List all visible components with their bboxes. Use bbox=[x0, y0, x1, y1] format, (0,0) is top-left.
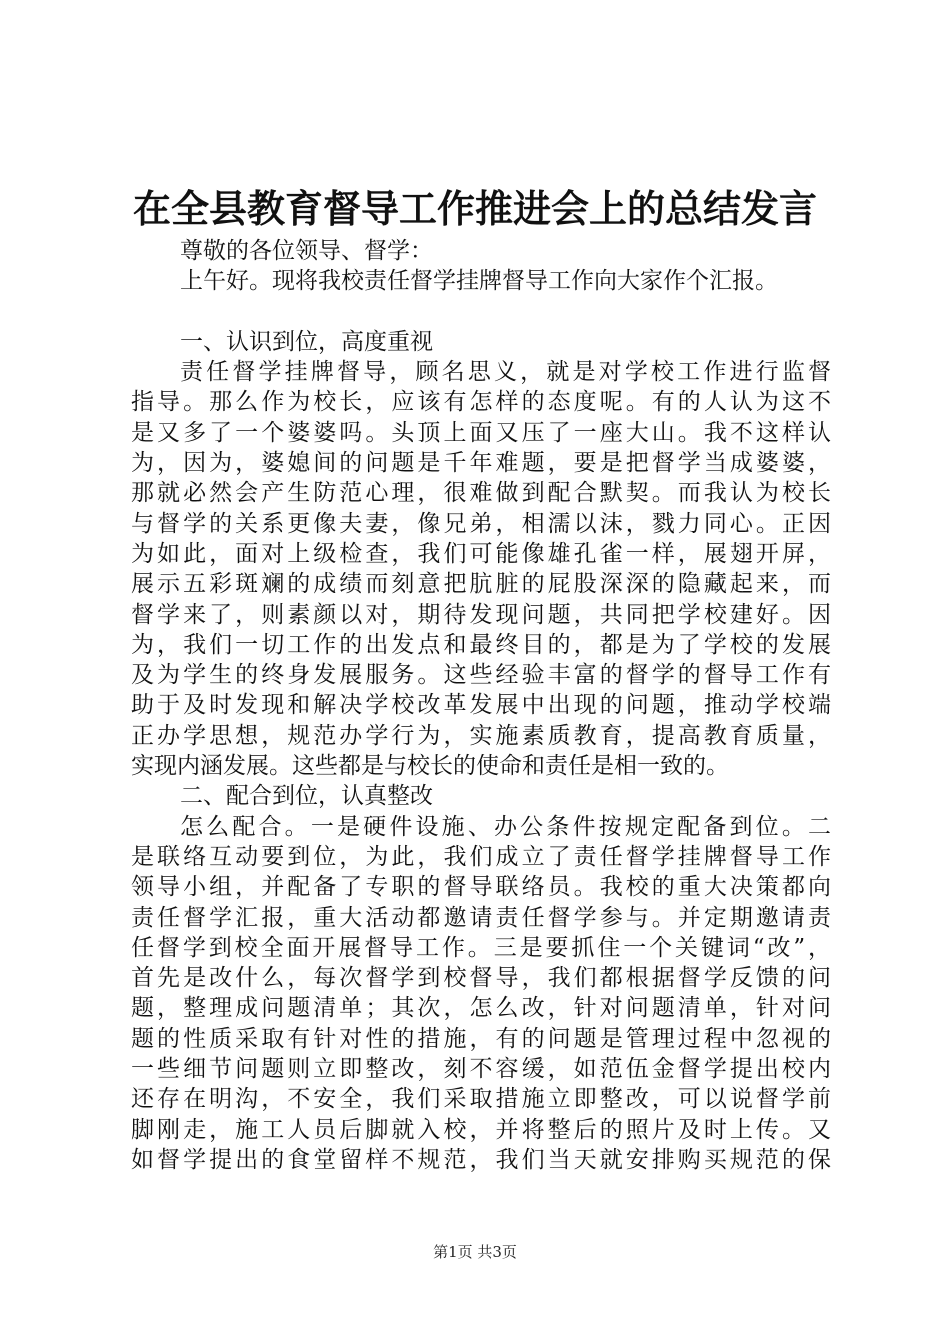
paragraph-line: 展示五彩斑斓的成绩而刻意把肮脏的屁股深深的隐藏起来，而 bbox=[131, 571, 831, 598]
paragraph-line: 题的性质采取有针对性的措施，有的问题是管理过程中忽视的 bbox=[131, 1025, 831, 1052]
paragraph-line: 为，因为，婆媳间的问题是千年难题，要是把督学当成婆婆， bbox=[131, 450, 831, 477]
document-title: 在全县教育督导工作推进会上的总结发言 bbox=[132, 186, 817, 231]
paragraph-line: 责任督学挂牌督导，顾名思义，就是对学校工作进行监督 bbox=[180, 359, 831, 386]
paragraph-line: 还存在明沟，不安全，我们采取措施立即整改，可以说督学前 bbox=[131, 1086, 831, 1113]
paragraph-line: 那就必然会产生防范心理，很难做到配合默契。而我认为校长 bbox=[131, 480, 831, 507]
paragraph-line: 一些细节问题则立即整改，刻不容缓，如范伍金督学提出校内 bbox=[131, 1056, 831, 1083]
paragraph-line: 与督学的关系更像夫妻，像兄弟，相濡以沫，戮力同心。正因 bbox=[131, 510, 831, 537]
section-heading-1: 一、认识到位，高度重视 bbox=[180, 328, 433, 355]
document-body bbox=[131, 236, 831, 1175]
blank-line bbox=[131, 297, 831, 327]
salutation: 尊敬的各位领导、督学： bbox=[180, 238, 433, 264]
paragraph-line: 及为学生的终身发展服务。这些经验丰富的督学的督导工作有 bbox=[131, 662, 831, 689]
paragraph-line: 怎么配合。一是硬件设施、办公条件按规定配备到位。二 bbox=[180, 813, 831, 840]
paragraph-line: 是联络互动要到位，为此，我们成立了责任督学挂牌督导工作 bbox=[131, 843, 831, 870]
section-heading-2: 二、配合到位，认真整改 bbox=[180, 783, 433, 810]
paragraph-line: 指导。那么作为校长，应该有怎样的态度呢。有的人认为这不 bbox=[131, 389, 831, 416]
paragraph-line: 如督学提出的食堂留样不规范，我们当天就安排购买规范的保 bbox=[131, 1146, 831, 1173]
paragraph-line: 为，我们一切工作的出发点和最终目的，都是为了学校的发展 bbox=[131, 631, 831, 658]
paragraph-line: 正办学思想，规范办学行为，实施素质教育，提高教育质量， bbox=[131, 722, 831, 749]
paragraph-line: 是又多了一个婆婆吗。头顶上面又压了一座大山。我不这样认 bbox=[131, 419, 831, 446]
paragraph-line: 首先是改什么，每次督学到校督导，我们都根据督学反馈的问 bbox=[131, 965, 831, 992]
paragraph-line: 脚刚走，施工人员后脚就入校，并将整后的照片及时上传。又 bbox=[131, 1116, 831, 1143]
paragraph-line: 督学来了，则素颜以对，期待发现问题，共同把学校建好。因 bbox=[131, 601, 831, 628]
page-footer: 第1页 共3页 bbox=[433, 1243, 517, 1261]
paragraph-line: 助于及时发现和解决学校改革发展中出现的问题，推动学校端 bbox=[131, 692, 831, 719]
greeting: 上午好。现将我校责任督学挂牌督导工作向大家作个汇报。 bbox=[180, 268, 778, 295]
paragraph-line: 责任督学汇报，重大活动都邀请责任督学参与。并定期邀请责 bbox=[131, 904, 831, 931]
paragraph-line: 题，整理成问题清单；其次，怎么改，针对问题清单，针对问 bbox=[131, 995, 831, 1022]
paragraph-line: 为如此，面对上级检查，我们可能像雄孔雀一样，展翅开屏， bbox=[131, 540, 831, 567]
paragraph-line: 实现内涵发展。这些都是与校长的使命和责任是相一致的。 bbox=[131, 753, 729, 780]
paragraph-line: 任督学到校全面开展督导工作。三是要抓住一个关键词“改”， bbox=[131, 934, 831, 961]
paragraph-line: 领导小组，并配备了专职的督导联络员。我校的重大决策都向 bbox=[131, 874, 831, 901]
